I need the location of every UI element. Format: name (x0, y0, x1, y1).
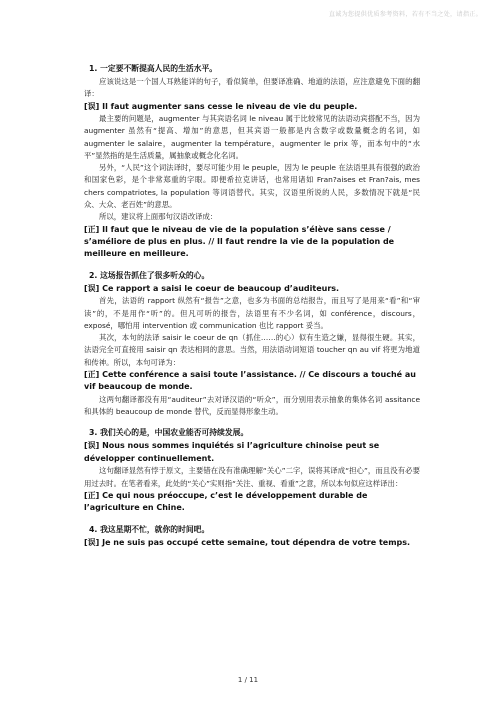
paragraph: 其次，本句的法译 saisir le coeur de qn（抓住……的心）似有生造之嫌，显得很生硬。其实，法语完全可直接用 saisir qn 表达相同的意思。当然，用法语动词短语 toucher qn au vif 将更为地道和传神。所以，本句可译为： (84, 333, 420, 367)
example-correct: [正] Il faut que le niveau de vie de la population s’élève sans cesse / s’améliore de plus en plus. // Il faut rendre la vie de la population de meilleure en meilleure. (84, 224, 395, 259)
paragraph: 所以，建议将上面那句汉语改译成： (99, 212, 218, 222)
paragraph: 这两句翻译都没有用“auditeur”去对译汉语的“听众”，而分别用表示抽象的集体名词 assitance 和具体的 beaucoup de monde 替代，反而显得形象生动。 (84, 394, 420, 417)
paragraph: 首先，法语的 rapport 纵然有“报告”之意，也多为书面的总结报告，而且写了是用来“看”和“审读”的，不是用作“听”的。但凡可听的报告，法语里有不少名词，如 conférence，discours，exposé，哪怕用 intervention 或 communication 也比 rapport 妥当。 (84, 296, 420, 330)
example-wrong: [误] Il faut augmenter sans cesse le niveau de vie du peuple. (84, 101, 358, 111)
section-heading: 3. 我们关心的是，中国农业能否可持续发展。 (89, 428, 249, 438)
example-wrong: [误] Je ne suis pas occupé cette semaine, tout dépendra de votre temps. (84, 537, 411, 547)
header-watermark: 直诚为您提供优质参考资料，若有不当之处，请指正。 (328, 11, 482, 18)
paragraph: 另外，“人民”这个词法译时，要尽可能少用 le peuple，因为 le peuple 在法语里具有很强的政治和国家色彩，是个非常郑重的字眼。即便希拉克讲话，也常用诸如 Fran?aises et Fran?ais, mes chers compatriotes, la population 等词语替代。其实，汉语里所说的人民，多数情况下就是“民众、大众、老百姓”的意思。 (84, 163, 420, 210)
paragraph: 这句翻译显然有悖于原文，主要错在没有准确理解“关心”二字，误将其译成“担心”，而且没有必要用过去时。在笔者看来，此处的“关心”实则指“关注、重视、看重”之意，所以本句似应这样译出： (84, 466, 420, 488)
section-heading: 4. 我这星期不忙，就你的时间吧。 (89, 524, 210, 534)
example-wrong: [误] Nous nous sommes inquiétés si l’agriculture chinoise peut se développer continuellement. (84, 441, 380, 463)
example-wrong: [误] Ce rapport a saisi le coeur de beaucoup d’auditeurs. (84, 283, 340, 293)
document-body (84, 63, 420, 549)
page-number: 1 / 11 (237, 676, 259, 684)
example-correct: [正] Ce qui nous préoccupe, c’est le développement durable de l’agriculture en Chine. (84, 490, 368, 513)
example-correct: [正] Cette conférence a saisi toute l’assistance. // Ce discours a touché au vif beaucoup de monde. (84, 370, 416, 392)
paragraph: 应该说这是一个国人耳熟能详的句子，看似简单，但要译准确、地道的法语，应注意避免下面的翻译： (84, 77, 420, 99)
section-heading: 1. 一定要不断提高人民的生活水平。 (89, 64, 218, 73)
paragraph: 最主要的问题是，augmenter 与其宾语名词 le niveau 属于比较常见的法语动宾搭配不当，因为 augmenter 虽然有“提高、增加”的意思，但其宾语一般都是内含数字或数量概念的名词，如 augmenter le salaire，augmenter la température，augmenter le prix 等，而本句中的“水平”显然指的是生活质量，属抽象或概念化名词。 (84, 114, 420, 160)
section-heading: 2. 这场报告抓住了很多听众的心。 (89, 270, 210, 280)
